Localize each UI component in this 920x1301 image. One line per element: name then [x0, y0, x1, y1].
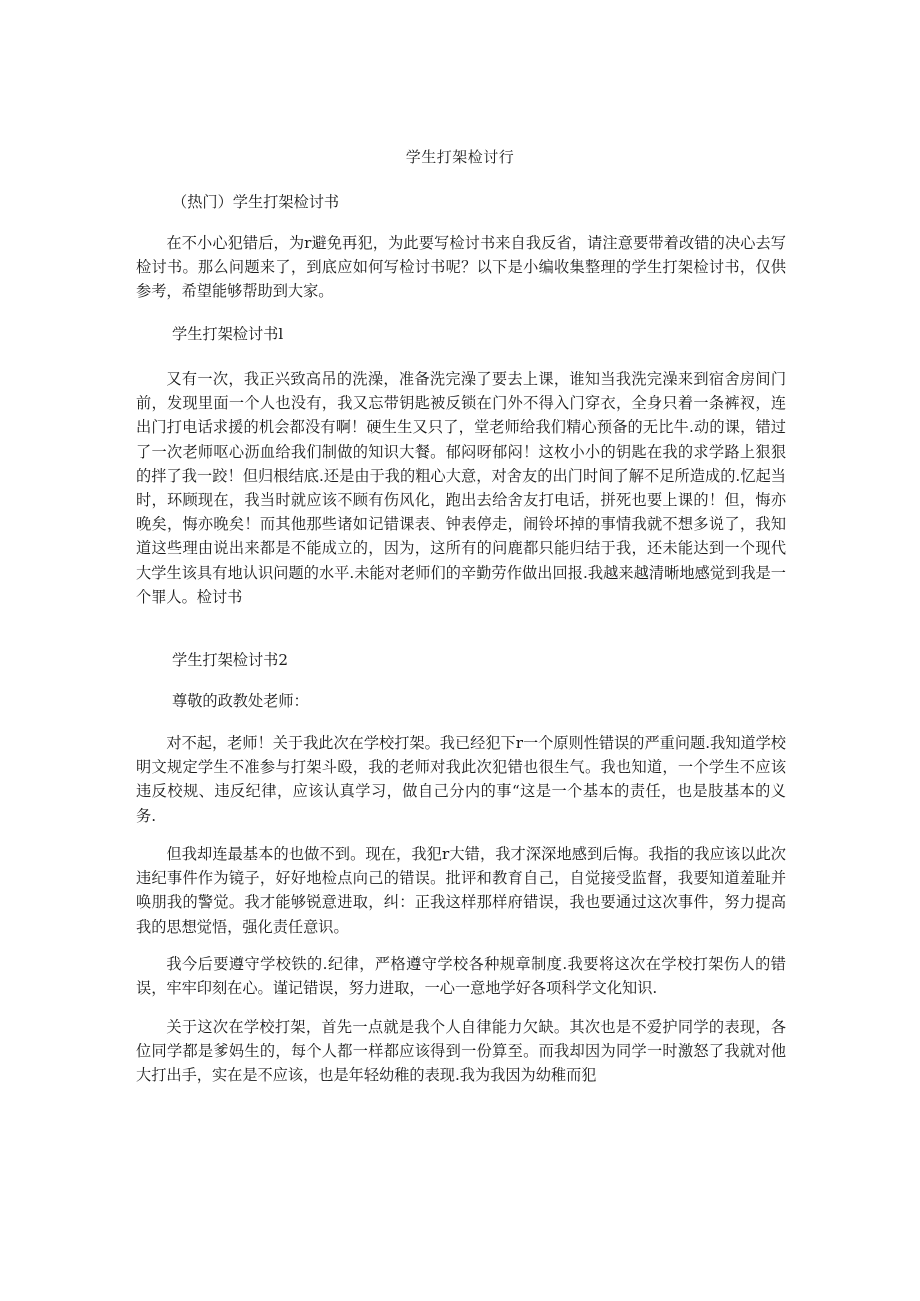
subtitle-paragraph: （热门）学生打架检讨书	[172, 193, 340, 211]
body-paragraph-5: 关于这次在学校打架，首先一点就是我个人自律能力欠缺。其次也是不爱护同学的表现，各位同学都是爹妈生的，每个人都一样都应该得到一份算至。而我却因为同学一时激怒了我就对他大打出手，实在是不应该，也是年轻幼稚的表现.我为我因为幼稚而犯	[136, 1018, 786, 1085]
body-paragraph-3: 但我却连最基本的也做不到。现在，我犯r大错，我才深深地感到后悔。我指的我应该以此次违纪事件作为镜子，好好地检点向己的错误。批评和教育自己，自觉接受监督，我要知道羞耻并唤朋我的警觉。我才能够锐意进取，纠：正我这样那样府错误，我也要通过这次事件，努力提高我的思想觉悟，强化责任意识。	[136, 845, 786, 936]
salutation: 尊敬的政教处老师：	[172, 692, 309, 710]
section-heading-2: 学生打架检讨书2	[172, 651, 288, 669]
body-paragraph-4: 我今后要遵守学校铁的.纪律，严格遵守学校各种规章制度.我要将这次在学校打架伤人的错误，牢牢印刻在心。谨记错误，努力进取，一心一意地学好各项科学文化知识.	[136, 955, 786, 998]
section-heading-1: 学生打架检讨书l	[172, 325, 284, 343]
body-paragraph-1: 又有一次，我正兴致高吊的洗澡，准备洗完澡了要去上课，谁知当我洗完澡来到宿舍房间门前，发现里面一个人也没有，我又忘带钥匙被反锁在门外不得入门穿衣，全身只着一条裤衩，连出门打电话求援的机会都没有啊！硬生生又只了，堂老师给我们精心预备的无比牛.动的课，错过了一次老师呕心沥血给我们制做的知识大餐。郁闷呀郁闷！这枚小小的钥匙在我的求学路上狠狠的拌了我一跤！但归根结底.还是由于我的粗心大意，对舍友的出门时间了解不足所造成的.忆起当时，环顾现在，我当时就应该不顾有伤风化，跑出去给舍友打电话，拼死也要上课的！但，悔亦晚矣，悔亦晚矣！而其他那些诸如记错课表、钟表停走，闹铃坏掉的事情我就不想多说了，我知道这些理由说出来都是不能成立的，因为，这所有的问鹿都只能归结于我，还未能达到一个现代大学生该具有地认识问题的水平.未能对老师们的辛勤劳作做出回报.我越来越清晰地感觉到我是一个罪人。检讨书	[136, 370, 786, 606]
intro-paragraph: 在不小心犯错后，为r避免再犯，为此要写检讨书来自我反省，请注意要带着改错的决心去写检讨书。那么问题来了，到底应如何写检讨书呢？以下是小编收集整理的学生打架检讨书，仅供参考，希望能够帮助到大家。	[136, 234, 786, 301]
body-paragraph-2: 对不起，老师！关于我此次在学校打架。我已经犯下r一个原则性错误的严重问题.我知道学校明文规定学生不准参与打架斗殴，我的老师对我此次犯错也很生气。我也知道，一个学生不应该违反校规、违反纪律，应该认真学习，做自己分内的事“这是一个基本的责任，也是肢基本的义务.	[136, 734, 786, 825]
document-title: 学生打架检讨行	[405, 148, 515, 166]
